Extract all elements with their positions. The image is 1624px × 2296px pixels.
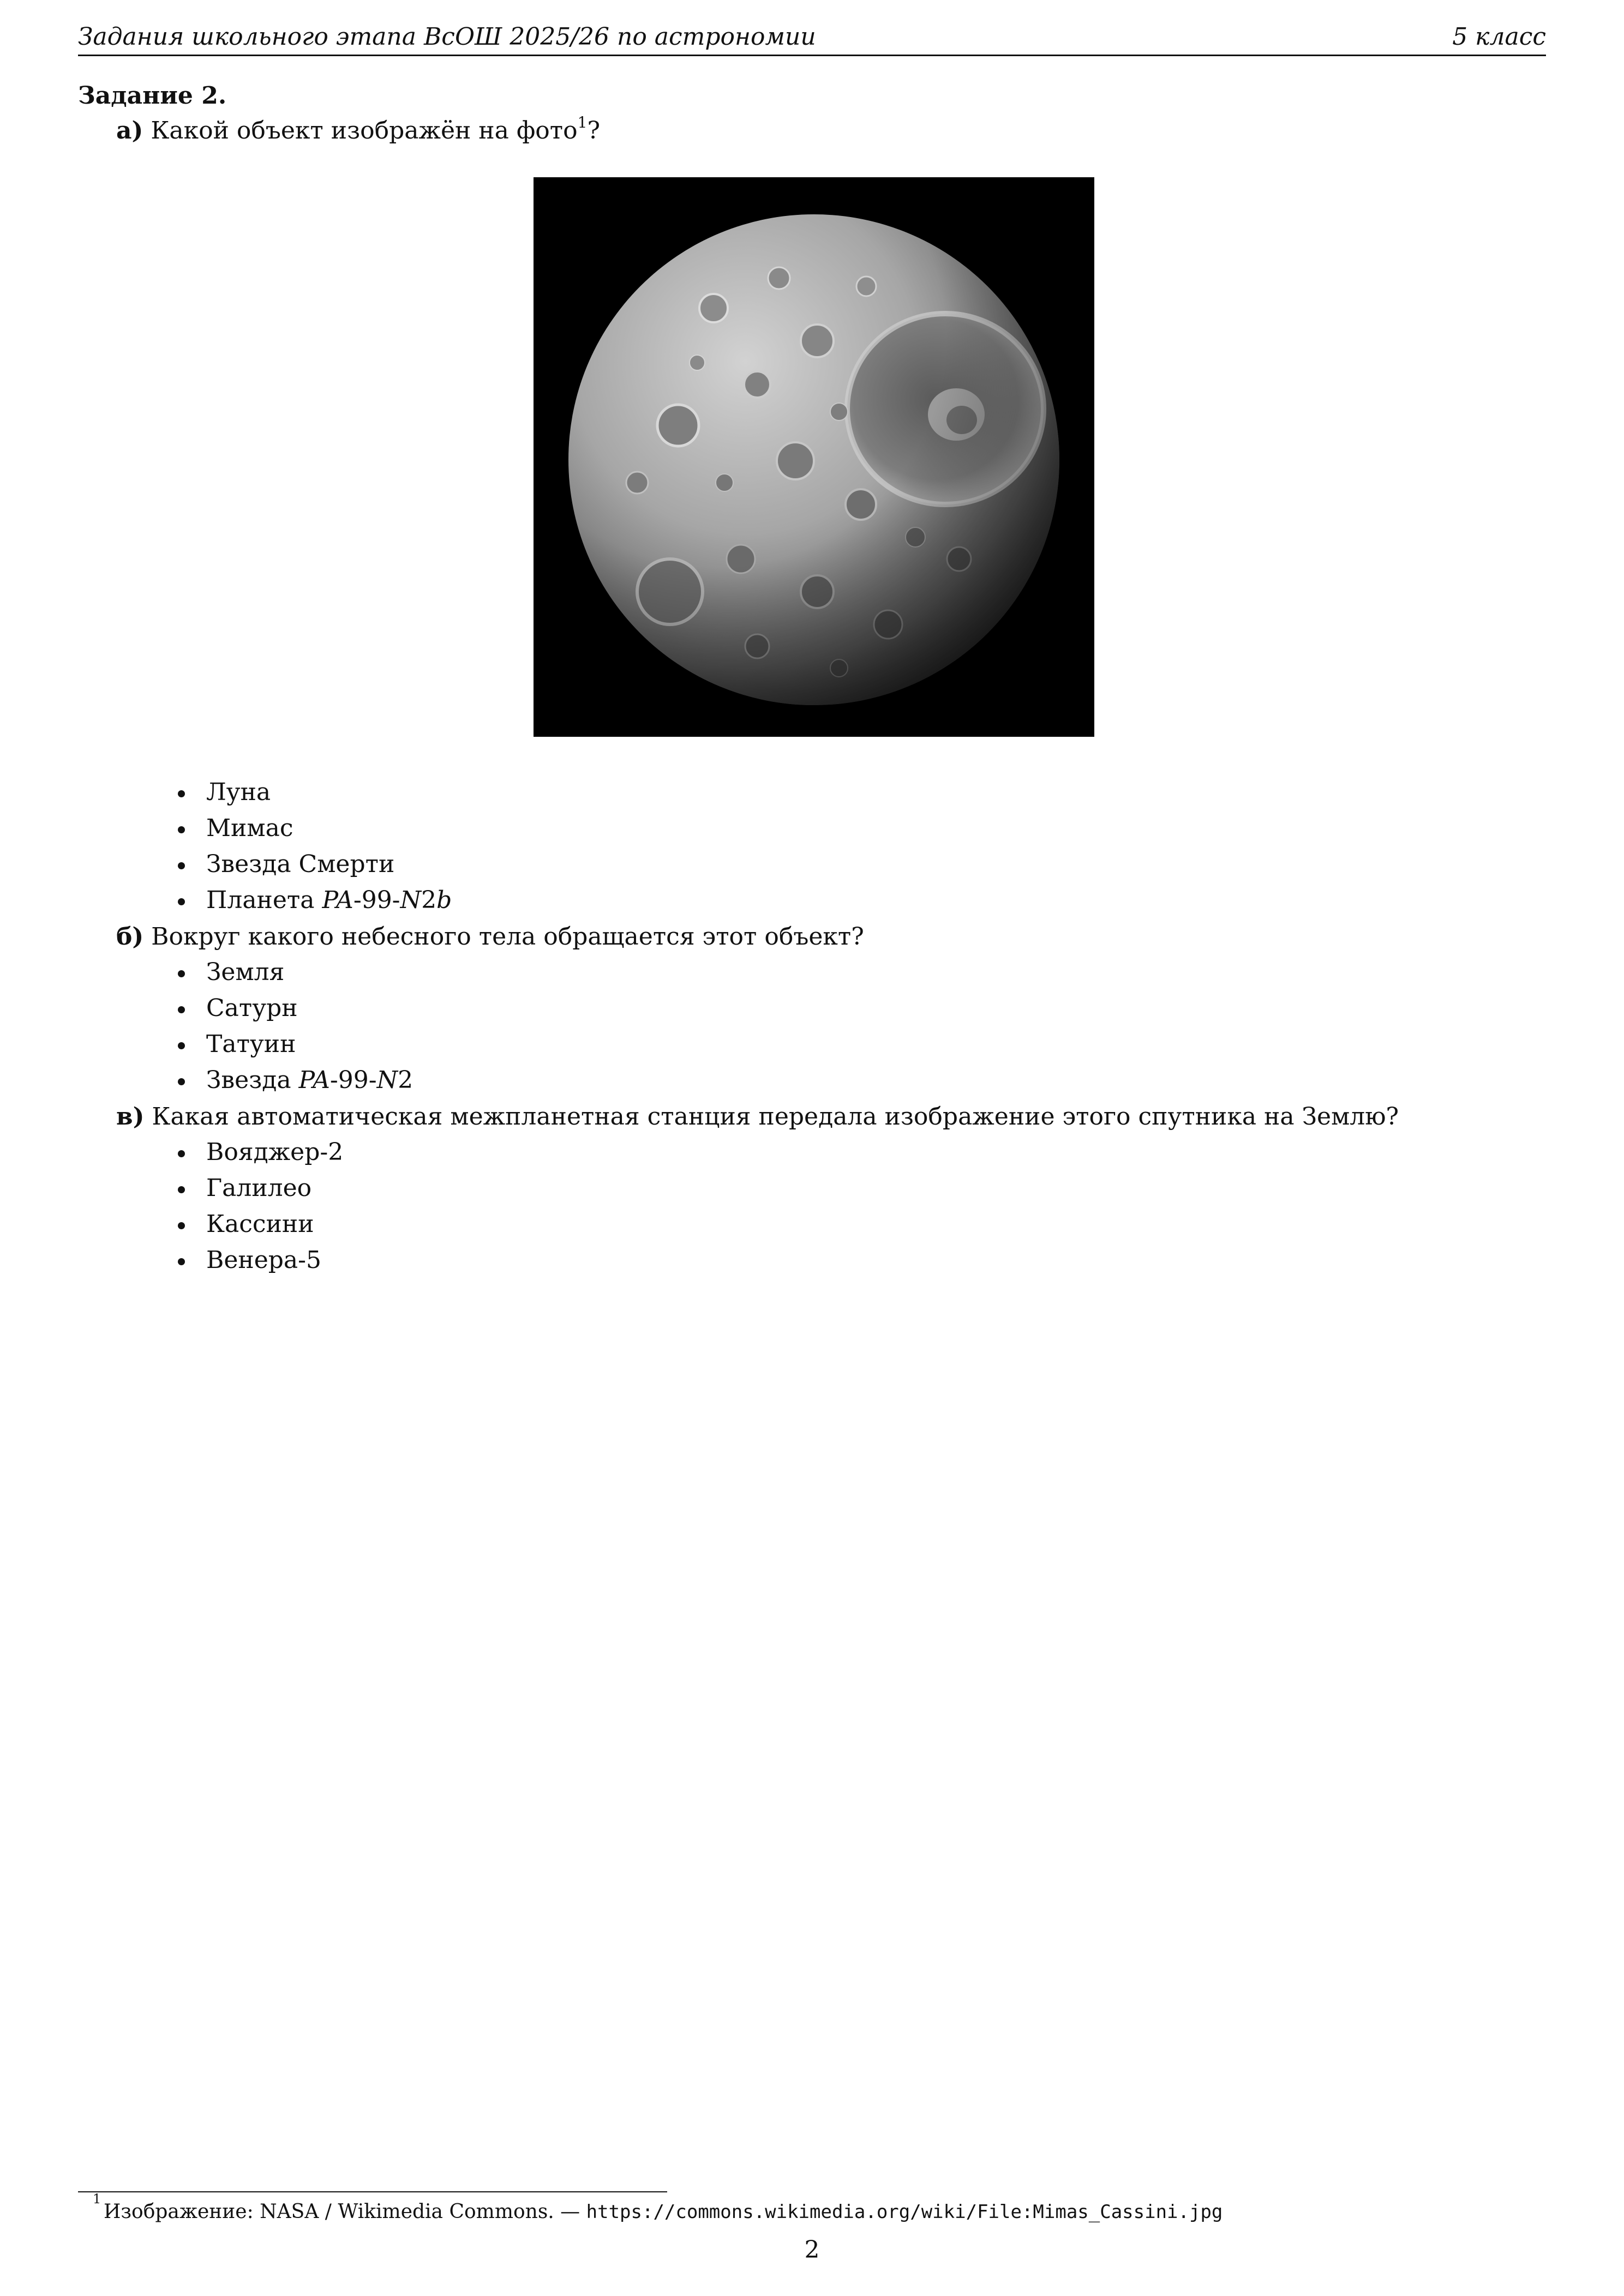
question-b [116,922,864,952]
option-b3[interactable]: Татуин [175,1029,413,1065]
footnote-rule [78,2191,667,2192]
surface-craters [568,214,1059,705]
question-c [116,1102,1399,1132]
option-c4[interactable]: Венера-5 [175,1245,343,1281]
question-b-letter: б) [116,923,144,951]
running-header [78,21,1546,56]
question-a-text: Какой объект изображён на фото [151,117,578,145]
option-c2[interactable]: Галилео [175,1173,343,1209]
option-c3[interactable]: Кассини [175,1209,343,1245]
option-a1[interactable]: Луна [175,777,452,813]
footnote: 1 Изображение: NASA / Wikimedia Commons. — https://commons.wikimedia.org/wiki/File:Mimas_Cassini.jpg [93,2191,1223,2223]
option-a3[interactable]: Звезда Смерти [175,849,452,885]
question-a-mark: ? [587,117,601,145]
option-a2[interactable]: Мимас [175,813,452,849]
option-c1[interactable]: Вояджер-2 [175,1137,343,1173]
question-a [116,113,601,146]
question-c-text: Какая автоматическая межпланетная станция передала изображение этого спутника на Землю? [152,1103,1399,1131]
task-title: Задание 2. [78,82,227,110]
header-grade: 5 класс [1452,23,1546,51]
mimas-image [534,177,1094,737]
moon-photo [534,177,1094,737]
option-a4[interactable]: Планета PA-99-N2b [175,885,452,921]
question-b-options [175,957,413,1101]
footnote-link[interactable]: https://commons.wikimedia.org/wiki/File:Mimas_Cassini.jpg [586,2201,1223,2223]
question-b-text: Вокруг какого небесного тела обращается этот объект? [151,923,864,951]
footnote-text: Изображение: NASA / Wikimedia Commons. — [104,2201,586,2223]
header-title: Задания школьного этапа ВсОШ 2025/26 по астрономии [78,23,816,51]
option-b1[interactable]: Земля [175,957,413,993]
question-a-letter: а) [116,117,143,145]
page-number: 2 [804,2236,820,2264]
option-b2[interactable]: Сатурн [175,993,413,1029]
question-a-options [175,777,452,921]
option-b4[interactable]: Звезда PA-99-N2 [175,1065,413,1101]
question-c-letter: в) [116,1103,145,1131]
footnote-ref[interactable]: 1 [577,113,588,131]
question-c-options [175,1137,343,1281]
